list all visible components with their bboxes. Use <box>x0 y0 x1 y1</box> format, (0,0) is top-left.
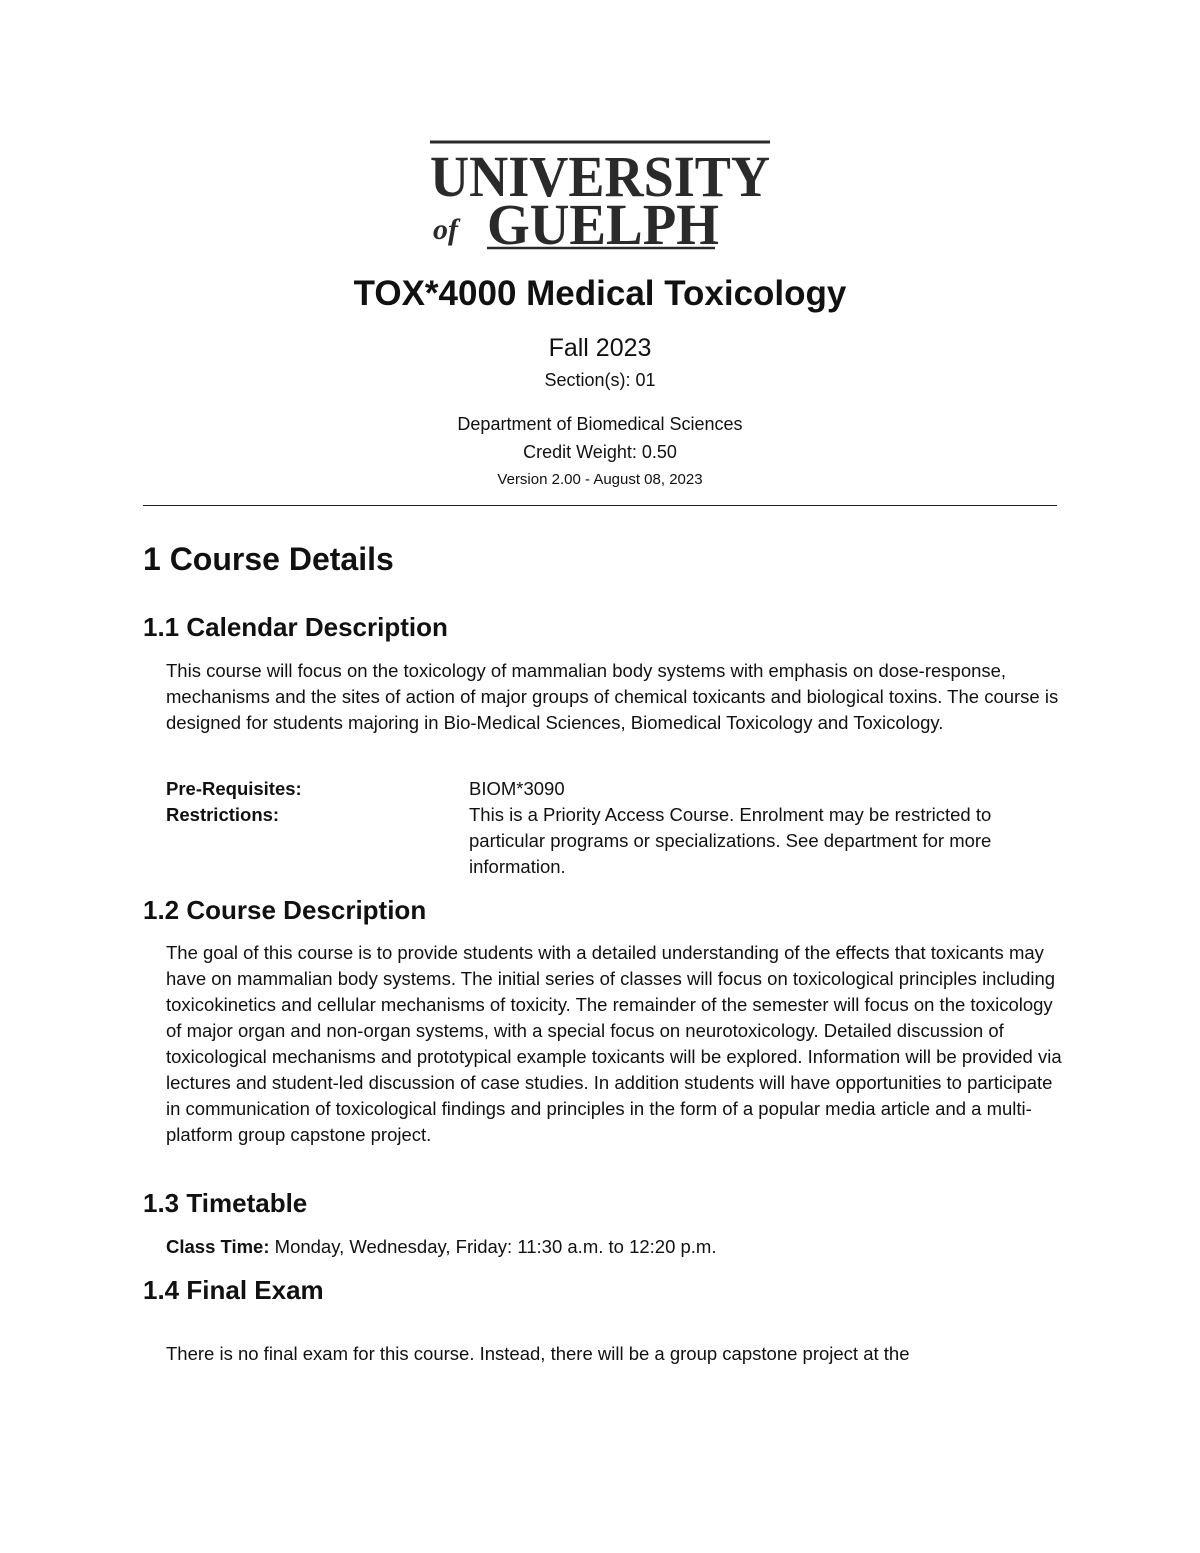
final-exam-text: There is no final exam for this course. Instead, there will be a group capstone project at the <box>166 1343 910 1364</box>
logo-of-text: of <box>433 213 458 246</box>
calendar-description-text: This course will focus on the toxicology of mammalian body systems with emphasis on dose-response, mechanisms and the sites of action of major groups of chemical toxicants and biological toxins. The course is designed for students majoring in Bio-Medical Sciences, Biomedical Toxicology and Toxicology. <box>166 660 1059 733</box>
section-heading-course-details: 1 Course Details <box>143 541 394 577</box>
subsection-heading-course-description: 1.2 Course Description <box>143 895 427 925</box>
class-time-label: Class Time: <box>166 1236 270 1257</box>
class-time-line <box>166 1234 1066 1260</box>
header-divider <box>143 505 1057 506</box>
prerequisites-value: BIOM*3090 <box>469 778 565 799</box>
subsection-heading-final-exam: 1.4 Final Exam <box>143 1275 324 1305</box>
restrictions-label: Restrictions: <box>166 804 280 825</box>
course-title: TOX*4000 Medical Toxicology <box>353 274 847 313</box>
university-logo <box>425 138 775 250</box>
prerequisites-label: Pre-Requisites: <box>166 778 302 799</box>
course-credit-weight: Credit Weight: 0.50 <box>523 442 677 462</box>
course-sections: Section(s): 01 <box>544 370 656 390</box>
document-version: Version 2.00 - August 08, 2023 <box>497 471 703 488</box>
requirement-row <box>166 802 1066 880</box>
subsection-heading-calendar-description: 1.1 Calendar Description <box>143 612 448 642</box>
requirement-row <box>166 776 1066 802</box>
requirements-table <box>166 776 1066 880</box>
class-time-value: Monday, Wednesday, Friday: 11:30 a.m. to 12:20 p.m. <box>269 1236 717 1257</box>
restrictions-value: This is a Priority Access Course. Enrolment may be restricted to particular programs or specializations. See department for more information. <box>469 804 992 877</box>
course-term: Fall 2023 <box>548 334 652 362</box>
subsection-heading-timetable: 1.3 Timetable <box>143 1188 308 1218</box>
logo-guelph-text: GUELPH <box>487 192 719 250</box>
course-department: Department of Biomedical Sciences <box>457 414 743 434</box>
course-description-text: The goal of this course is to provide students with a detailed understanding of the effects that toxicants may have on mammalian body systems. The initial series of classes will focus on toxicological principles including toxicokinetics and cellular mechanisms of toxicity. The remainder of the semester will focus on the toxicology of major organ and non-organ systems, with a special focus on neurotoxicology. Detailed discussion of toxicological mechanisms and prototypical example toxicants will be explored. Information will be provided via lectures and student-led discussion of case studies. In addition students will have opportunities to participate in communication of toxicological findings and principles in the form of a popular media article and a multi-platform group capstone project. <box>166 942 1062 1145</box>
logo-university-text: UNIVERSITY <box>430 144 770 209</box>
